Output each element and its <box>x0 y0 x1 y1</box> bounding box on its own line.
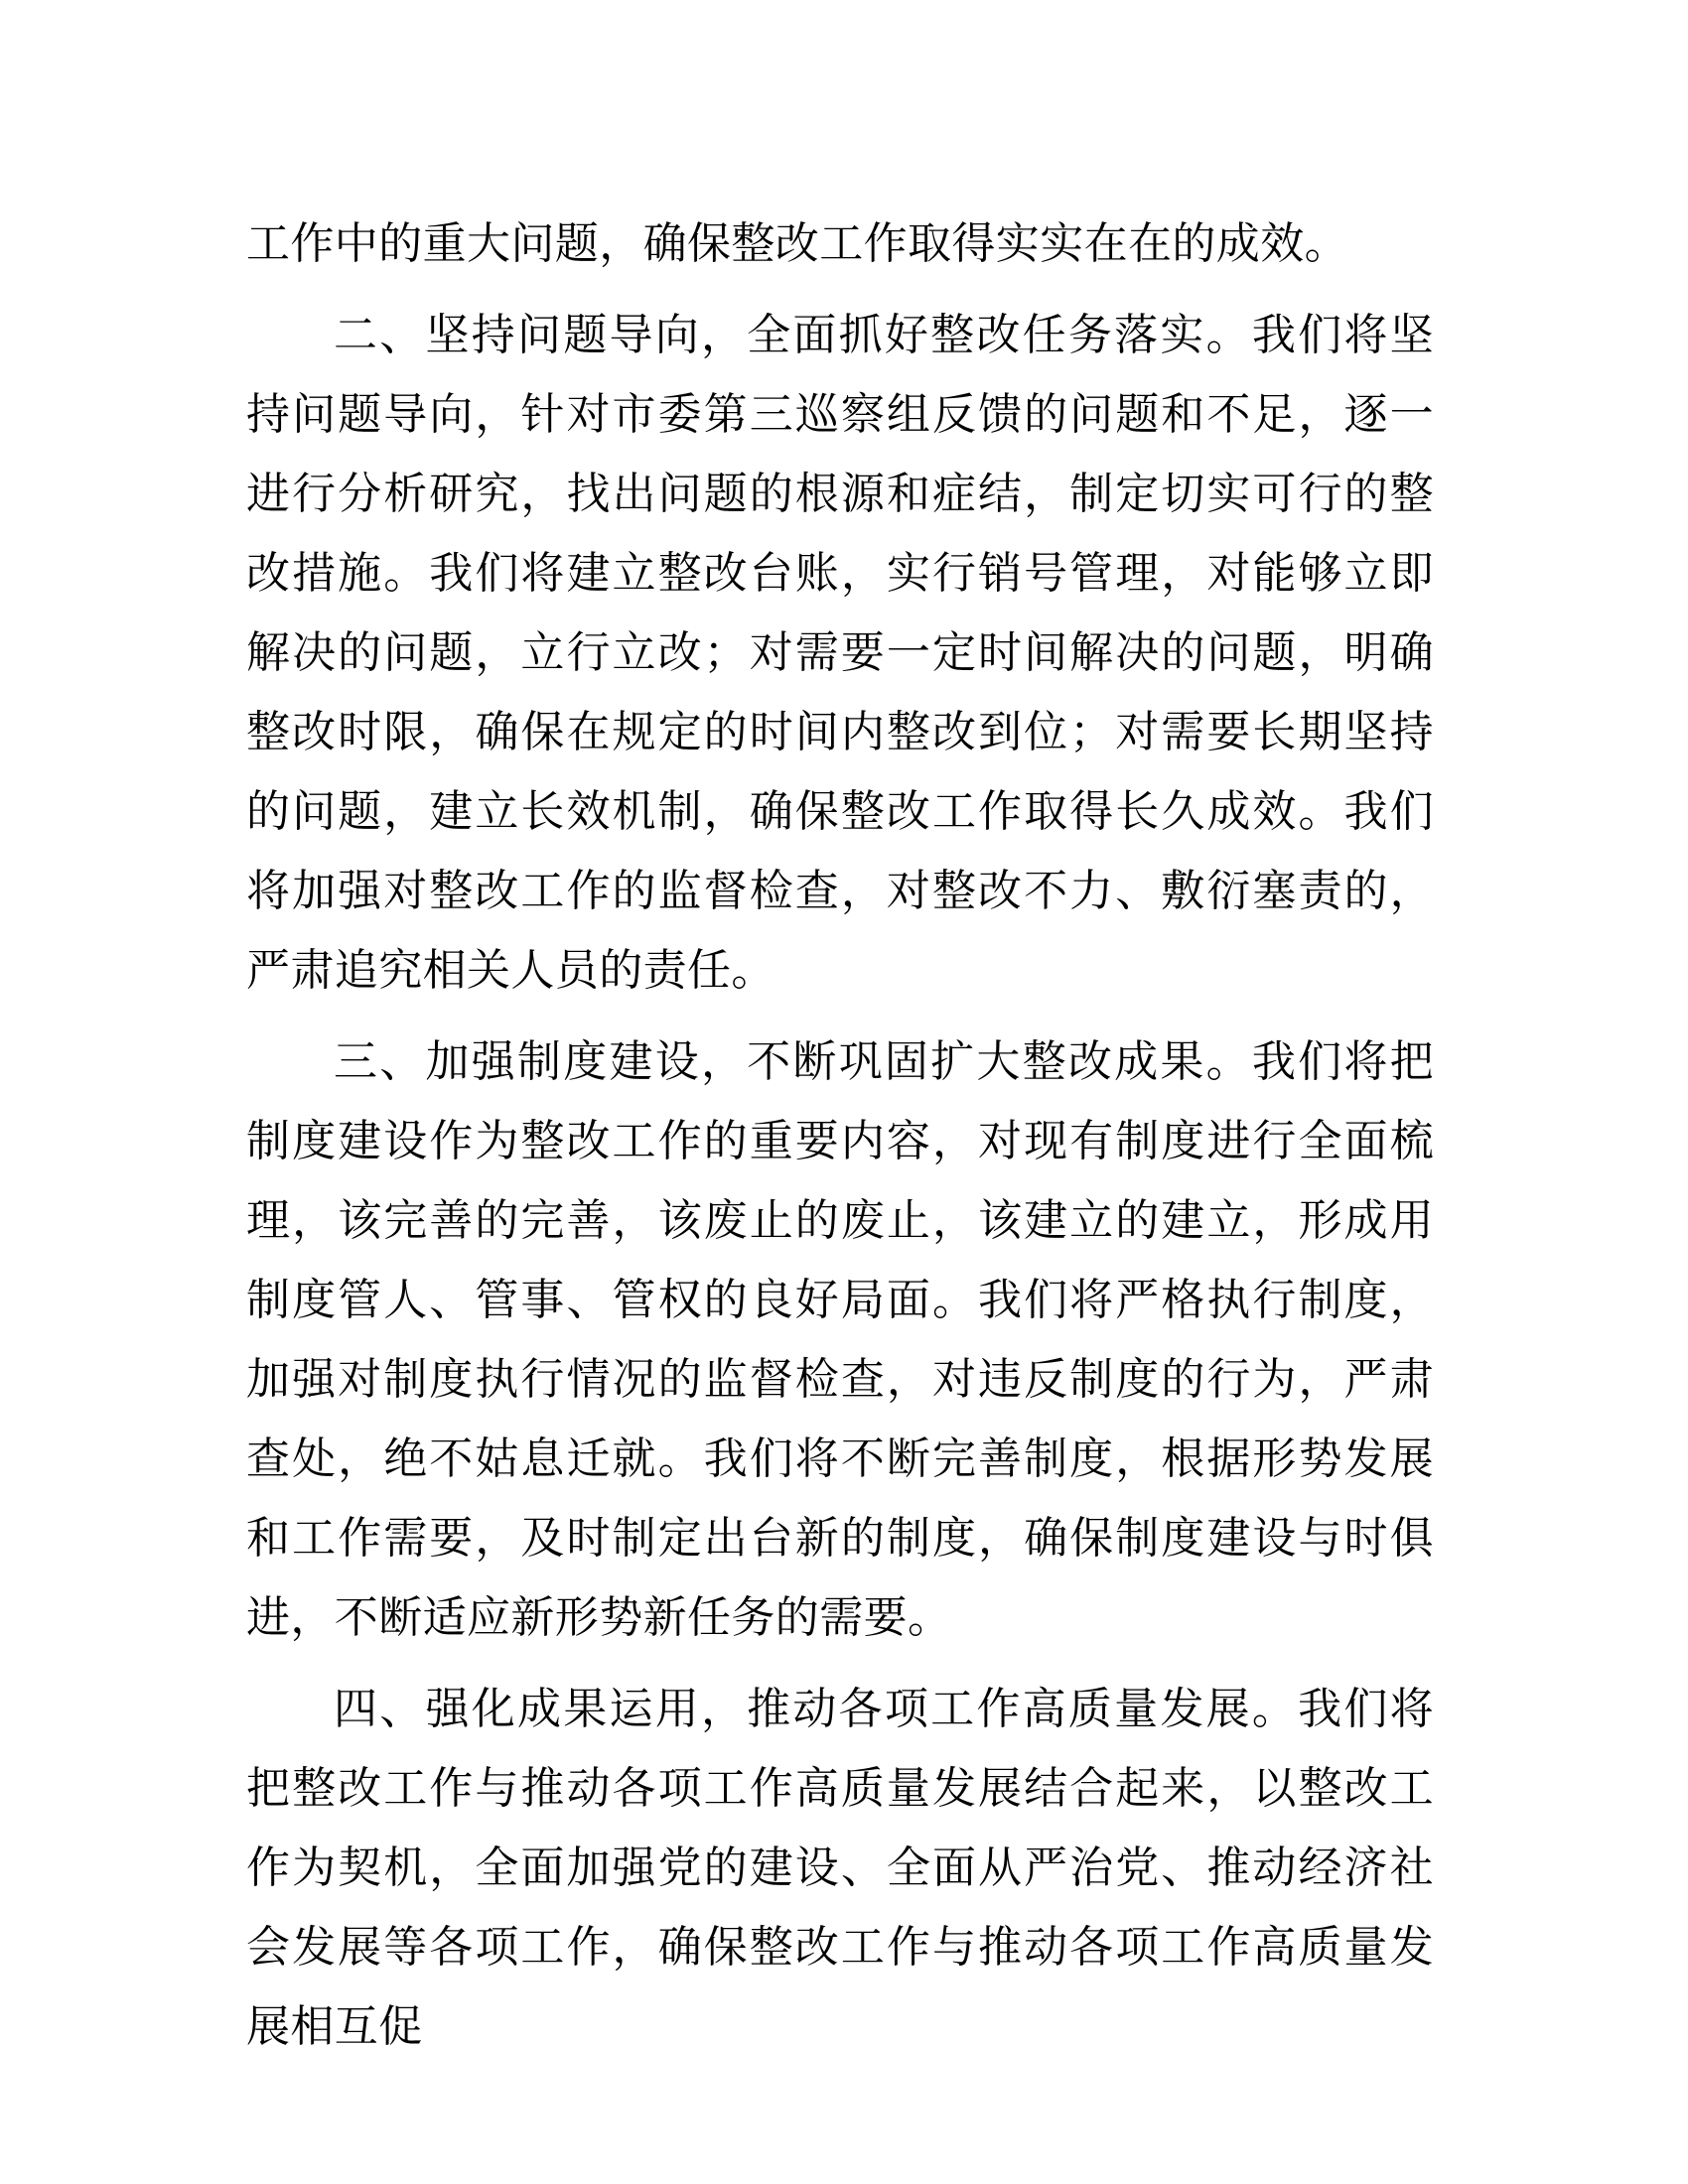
paragraph-section-4: 四、强化成果运用，推动各项工作高质量发展。我们将把整改工作与推动各项工作高质量发展结合起来，以整改工作为契机，全面加强党的建设、全面从严治党、推动经济社会发展等各项工作，确保整改工作与推动各项工作高质量发展相互促 <box>246 1684 1434 2052</box>
paragraph-section-2: 二、坚持问题导向，全面抓好整改任务落实。我们将坚持问题导向，针对市委第三巡察组反馈的问题和不足，逐一进行分析研究，找出问题的根源和症结，制定切实可行的整改措施。我们将建立整改台账，实行销号管理，对能够立即解决的问题，立行立改；对需要一定时间解决的问题，明确整改时限，确保在规定的时间内整改到位；对需要长期坚持的问题，建立长效机制，确保整改工作取得长久成效。我们将加强对整改工作的监督检查，对整改不力、敷衍塞责的，严肃追究相关人员的责任。 <box>246 310 1434 996</box>
paragraph-continuation: 工作中的重大问题，确保整改工作取得实实在在的成效。 <box>246 218 1348 269</box>
document-body <box>246 205 1434 2079</box>
paragraph-section-3: 三、加强制度建设，不断巩固扩大整改成果。我们将把制度建设作为整改工作的重要内容，对现有制度进行全面梳理，该完善的完善，该废止的废止，该建立的建立，形成用制度管人、管事、管权的良好局面。我们将严格执行制度，加强对制度执行情况的监督检查，对违反制度的行为，严肃查处，绝不姑息迁就。我们将不断完善制度，根据形势发展和工作需要，及时制定出台新的制度，确保制度建设与时俱进，不断适应新形势新任务的需要。 <box>246 1036 1434 1643</box>
